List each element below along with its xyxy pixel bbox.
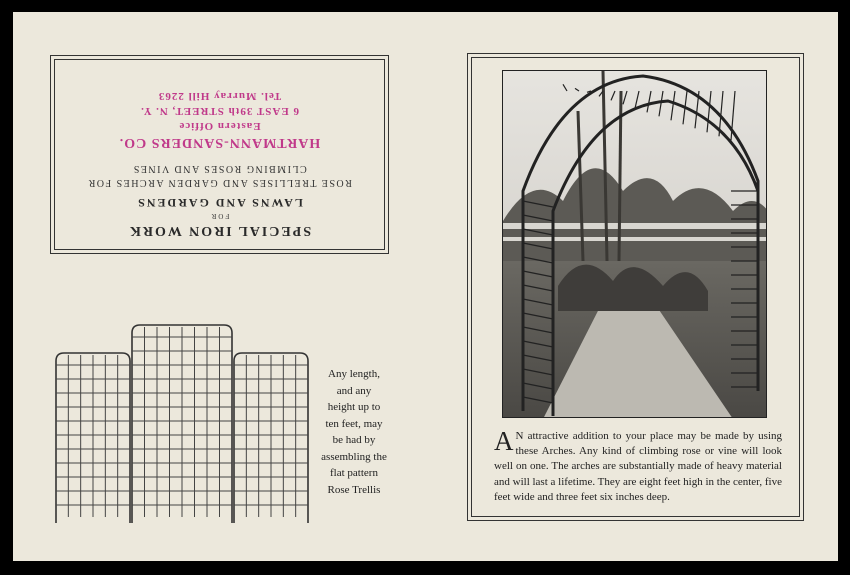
- title-line-1: SPECIAL IRON WORK: [127, 223, 312, 238]
- arch-description-text: N attractive addition to your place may be made by using these Arches. Any kind of climbing rose or vine will look well on one. The arches are substantially made of heavy material and will last a lifetime. They are eight feet high in the center, five feet wide and three feet six inches deep.: [494, 430, 782, 503]
- trellis-caption-line: flat pattern: [330, 467, 378, 479]
- trellis-caption-line: height up to: [327, 401, 381, 413]
- stamp-company: HARTMANN-SANDERS CO.: [118, 135, 321, 150]
- stamp-address: 6 EAST 39th STREET, N. Y.: [140, 105, 299, 117]
- trellis-caption-line: be had by: [332, 434, 376, 446]
- trellis-caption-line: ten feet, may: [325, 417, 383, 430]
- title-box-content: [51, 56, 388, 253]
- drop-cap: A: [494, 426, 514, 456]
- stamp-office: Eastern Office: [178, 120, 261, 132]
- title-line-5: CLIMBING ROSES AND VINES: [132, 163, 307, 174]
- trellis-caption-line: Any length,: [328, 368, 380, 380]
- trellis-caption-line: assembling the: [321, 450, 387, 463]
- trellis-caption: [316, 366, 392, 498]
- trellis-caption-line: and any: [336, 384, 372, 397]
- arch-description: [494, 426, 782, 505]
- title-line-2: FOR: [209, 212, 230, 220]
- garden-arch-photo: [502, 70, 767, 418]
- trellis-caption-line: Rose Trellis: [327, 483, 381, 496]
- company-stamp: [51, 88, 388, 151]
- stamp-phone: Tel. Murray Hill 2263: [157, 90, 282, 102]
- rose-trellis-illustration: [52, 321, 312, 525]
- title-line-3: LAWNS AND GARDENS: [136, 196, 303, 210]
- title-line-4: ROSE TRELLISES AND GARDEN ARCHES FOR: [87, 177, 352, 188]
- title-box: [50, 55, 389, 254]
